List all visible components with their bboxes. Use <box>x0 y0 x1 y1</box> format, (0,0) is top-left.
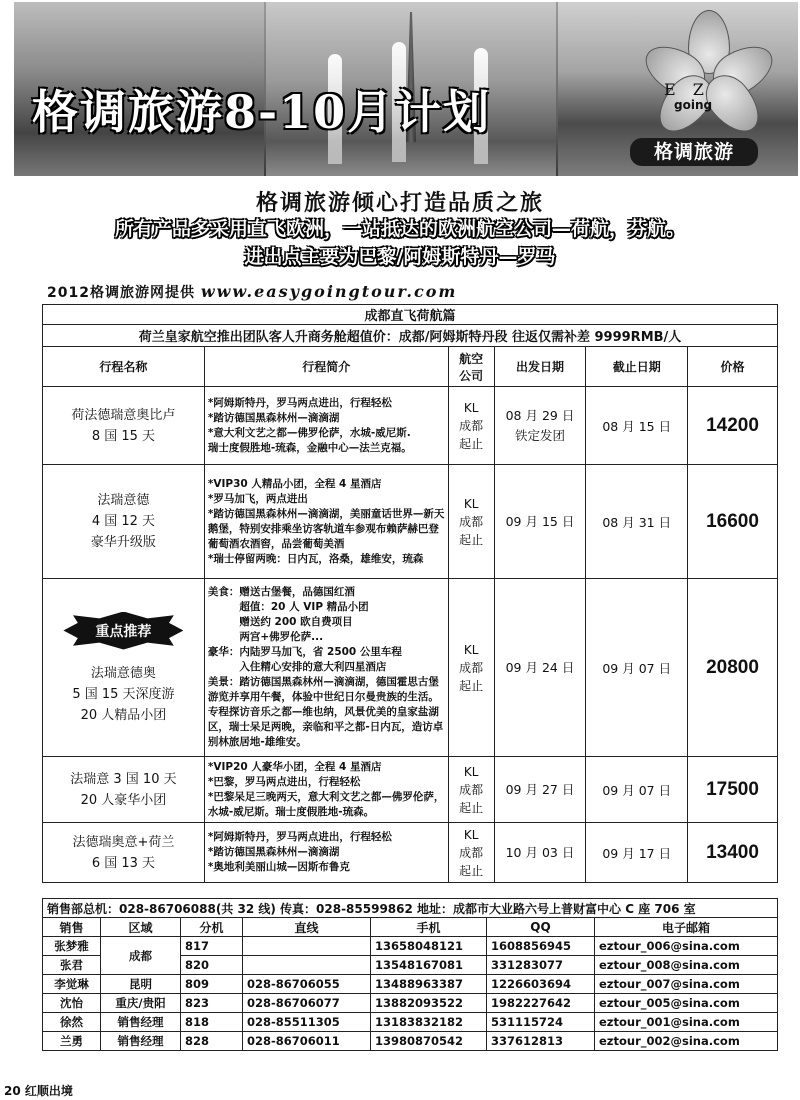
mobile: 13183832182 <box>371 1013 487 1032</box>
contact-row <box>43 1032 778 1051</box>
email[interactable]: eztour_008@sina.com <box>595 956 778 975</box>
table-row <box>43 579 778 757</box>
logo-going: going <box>674 98 713 112</box>
tour-name-line: 法瑞意 3 国 10 天 <box>70 771 177 787</box>
contact-row <box>43 994 778 1013</box>
desc-line: *巴黎呆足三晚两天，意大利文艺之都—佛罗伦萨，水城-威尼斯。瑞士度假胜地-琉森。 <box>207 790 445 818</box>
tour-name-line: 法瑞意德奥 <box>90 665 156 681</box>
region: 销售经理 <box>101 1013 181 1032</box>
airline-line: 成都 <box>459 418 484 433</box>
col-airline <box>448 347 494 387</box>
dep-line: 08 月 29 日 <box>505 407 575 423</box>
hdr-sales: 销售 <box>43 918 101 937</box>
airline-line: 起止 <box>459 678 484 693</box>
qq: 1226603694 <box>487 975 595 994</box>
desc-line: *踏访德国黑森林州—滴滴湖 <box>207 411 340 424</box>
desc-line: *VIP20 人豪华小团，全程 4 星酒店 <box>207 760 382 773</box>
tour-name-line: 20 人精品小团 <box>80 707 167 723</box>
desc-line: 超值：20 人 VIP 精品小团 <box>207 601 369 613</box>
tour-desc <box>204 579 448 757</box>
tour-name-line: 6 国 13 天 <box>91 855 156 871</box>
extension: 817 <box>181 937 243 956</box>
desc-line: *阿姆斯特丹，罗马两点进出，行程轻松 <box>207 831 392 843</box>
page-footer: 20 红顺出境 <box>4 1084 73 1098</box>
region: 成都 <box>101 937 181 975</box>
website-url[interactable]: www.easygoingtour.com <box>200 282 458 301</box>
airline-line: 成都 <box>459 660 484 675</box>
airline-line: 成都 <box>459 845 484 860</box>
hdr-ext: 分机 <box>181 918 243 937</box>
itinerary-table <box>42 304 778 883</box>
airline-line: KL <box>463 496 479 511</box>
desc-line: 瑞士度假胜地-琉森，金融中心—法兰克福。 <box>207 441 412 454</box>
airline-cell <box>448 387 494 465</box>
sales-info: 销售部总机：028-86706088(共 32 线) 传真：028-85599862 地址：成都市大业路六号上普财富中心 C 座 706 室 <box>43 899 778 918</box>
tour-desc <box>204 465 448 579</box>
airline-line: KL <box>463 827 479 842</box>
qq: 531115724 <box>487 1013 595 1032</box>
desc-line: *奥地利美丽山城—因斯布鲁克 <box>207 861 350 873</box>
airline-line: KL <box>463 764 479 779</box>
contact-table <box>42 898 778 1051</box>
mobile: 13882093522 <box>371 994 487 1013</box>
desc-line: *瑞士停留两晚：日内瓦，洛桑，雄维安，琉森 <box>207 552 424 565</box>
tour-name-line: 法德瑞奥意+荷兰 <box>72 834 175 850</box>
col-name: 行程名称 <box>43 347 205 387</box>
tour-name <box>43 757 205 823</box>
airline-line: 起止 <box>459 863 484 878</box>
qq: 1982227642 <box>487 994 595 1013</box>
email[interactable]: eztour_005@sina.com <box>595 994 778 1013</box>
contact-row <box>43 1013 778 1032</box>
contact-row <box>43 975 778 994</box>
mobile: 13980870542 <box>371 1032 487 1051</box>
extension: 828 <box>181 1032 243 1051</box>
mobile: 13548167081 <box>371 956 487 975</box>
departure-date: 09 月 24 日 <box>494 579 586 757</box>
desc-line: 入住精心安排的意大利四星酒店 <box>207 661 387 673</box>
airline-line: 起止 <box>459 436 484 451</box>
desc-line: 美食：赠送古堡餐，品德国红酒 <box>207 586 355 598</box>
airline-line: 起止 <box>459 532 484 547</box>
tour-name-line: 4 国 12 天 <box>91 514 156 529</box>
tour-name-line: 豪华升级版 <box>90 535 156 550</box>
extension: 809 <box>181 975 243 994</box>
hdr-qq: QQ <box>487 918 595 937</box>
airline-cell <box>448 823 494 883</box>
sales-name: 李觉琳 <box>43 975 101 994</box>
airline-cell <box>448 757 494 823</box>
sales-name: 张君 <box>43 956 101 975</box>
deadline-date: 09 月 17 日 <box>586 823 688 883</box>
tour-desc <box>204 387 448 465</box>
extension: 820 <box>181 956 243 975</box>
extension: 818 <box>181 1013 243 1032</box>
desc-line: *意大利文艺之都—佛罗伦萨，水城-威尼斯. <box>207 426 411 439</box>
logo-text: 格调旅游 <box>630 138 758 166</box>
website-prefix: 2012格调旅游网提供 <box>47 285 195 301</box>
price: 13400 <box>688 823 778 883</box>
region: 昆明 <box>101 975 181 994</box>
desc-line: 美景：踏访德国黑森林州—滴滴湖，德国霍思古堡游览并享用午餐，体验中世纪日尔曼贵族的生活。专程探访音乐之都—维也纳，风景优美的皇家盐湖区，瑞士呆足两晚，亲临和平之都-日内瓦，造访卓别林旅居地-雄维安。 <box>207 676 444 748</box>
direct-line: 028-85511305 <box>243 1013 371 1032</box>
deadline-date: 08 月 15 日 <box>586 387 688 465</box>
price: 14200 <box>688 387 778 465</box>
table-row <box>43 823 778 883</box>
dep-line: 铁定发团 <box>514 427 565 443</box>
upgrade-note: 荷兰皇家航空推出团队客人升商务舱超值价：成都/阿姆斯特丹段 往返仅需补差 9999RMB/人 <box>43 325 778 347</box>
deadline-date: 09 月 07 日 <box>586 579 688 757</box>
tour-name <box>43 387 205 465</box>
email[interactable]: eztour_006@sina.com <box>595 937 778 956</box>
table-row <box>43 387 778 465</box>
airline-cell <box>448 579 494 757</box>
desc-line: *阿姆斯特丹，罗马两点进出，行程轻松 <box>207 396 392 409</box>
hdr-region: 区域 <box>101 918 181 937</box>
desc-line: 赠送约 200 欧自费项目 <box>207 616 353 628</box>
price: 17500 <box>688 757 778 823</box>
orchid-logo-icon <box>654 10 764 130</box>
desc-line: *罗马加飞，两点进出 <box>207 492 308 505</box>
sales-name: 兰勇 <box>43 1032 101 1051</box>
desc-line: *巴黎，罗马两点进出，行程轻松 <box>207 775 361 788</box>
region: 重庆/贵阳 <box>101 994 181 1013</box>
qq: 1608856945 <box>487 937 595 956</box>
tour-name-line: 8 国 15 天 <box>91 428 156 444</box>
direct-line <box>243 937 371 956</box>
mobile: 13488963387 <box>371 975 487 994</box>
column-headers <box>43 347 778 387</box>
direct-line <box>243 956 371 975</box>
region: 销售经理 <box>101 1032 181 1051</box>
contact-headers <box>43 918 778 937</box>
tour-name <box>43 465 205 579</box>
logo-ez: E Z <box>664 80 710 99</box>
tour-name-line: 法瑞意德 <box>97 493 150 508</box>
hdr-line: 直线 <box>243 918 371 937</box>
extension: 823 <box>181 994 243 1013</box>
direct-line: 028-86706011 <box>243 1032 371 1051</box>
airline-cell <box>448 465 494 579</box>
entry-points-note: 进出点主要为巴黎/阿姆斯特丹—罗马 <box>244 246 556 268</box>
departure-date <box>494 387 586 465</box>
tour-name-line: 20 人豪华小团 <box>80 792 167 808</box>
qq: 337612813 <box>487 1032 595 1051</box>
price: 16600 <box>688 465 778 579</box>
email[interactable]: eztour_001@sina.com <box>595 1013 778 1032</box>
section-title: 成都直飞荷航篇 <box>43 305 778 325</box>
desc-line: 豪华：内陆罗马加飞，省 2500 公里车程 <box>207 646 402 658</box>
desc-line: *踏访德国黑森林州—滴滴湖，美丽童话世界—新天鹅堡，特别安排乘坐访客轨道车参观布赖萨赫巴登葡萄酒农酒窖，品尝葡萄美酒 <box>207 507 445 550</box>
featured-badge <box>63 612 183 650</box>
tagline: 格调旅游倾心打造品质之旅 <box>255 191 544 216</box>
airline-note: 所有产品多采用直飞欧洲，一站抵达的欧洲航空公司—荷航，芬航。 <box>114 218 685 240</box>
sales-name: 徐然 <box>43 1013 101 1032</box>
website-line <box>47 282 457 302</box>
tour-name <box>43 579 205 757</box>
tour-name-line: 荷法德瑞意奥比卢 <box>71 407 176 423</box>
desc-line: 两宫+佛罗伦萨... <box>207 631 324 643</box>
tour-name <box>43 823 205 883</box>
banner-title: 格调旅游8-10月计划 <box>32 85 492 139</box>
tour-name-line: 5 国 15 天深度游 <box>72 686 175 702</box>
departure-date: 10 月 03 日 <box>494 823 586 883</box>
hdr-mobile: 手机 <box>371 918 487 937</box>
featured-badge-label: 重点推荐 <box>95 623 152 640</box>
airline-line: 成都 <box>459 514 484 529</box>
mobile: 13658048121 <box>371 937 487 956</box>
deadline-date: 09 月 07 日 <box>586 757 688 823</box>
sales-name: 张梦雅 <box>43 937 101 956</box>
col-airline-l1: 航空 <box>459 351 484 366</box>
hdr-email: 电子邮箱 <box>595 918 778 937</box>
sales-name: 沈怡 <box>43 994 101 1013</box>
col-deadline: 截止日期 <box>586 347 688 387</box>
tour-desc <box>204 757 448 823</box>
direct-line: 028-86706055 <box>243 975 371 994</box>
tour-desc <box>204 823 448 883</box>
email[interactable]: eztour_002@sina.com <box>595 1032 778 1051</box>
deadline-date: 08 月 31 日 <box>586 465 688 579</box>
desc-line: *踏访德国黑森林州—滴滴湖 <box>207 846 340 858</box>
direct-line: 028-86706077 <box>243 994 371 1013</box>
departure-date: 09 月 27 日 <box>494 757 586 823</box>
col-desc: 行程简介 <box>204 347 448 387</box>
price: 20800 <box>688 579 778 757</box>
airline-line: 起止 <box>459 800 484 815</box>
airline-line: KL <box>463 642 479 657</box>
qq: 331283077 <box>487 956 595 975</box>
airline-line: KL <box>463 400 479 415</box>
col-airline-l2: 公司 <box>459 368 484 383</box>
desc-line: *VIP30 人精品小团，全程 4 星酒店 <box>207 477 382 490</box>
contact-row <box>43 937 778 956</box>
table-row <box>43 757 778 823</box>
col-price: 价格 <box>688 347 778 387</box>
email[interactable]: eztour_007@sina.com <box>595 975 778 994</box>
airline-line: 成都 <box>459 782 484 797</box>
table-row <box>43 465 778 579</box>
departure-date: 09 月 15 日 <box>494 465 586 579</box>
col-departure: 出发日期 <box>494 347 586 387</box>
